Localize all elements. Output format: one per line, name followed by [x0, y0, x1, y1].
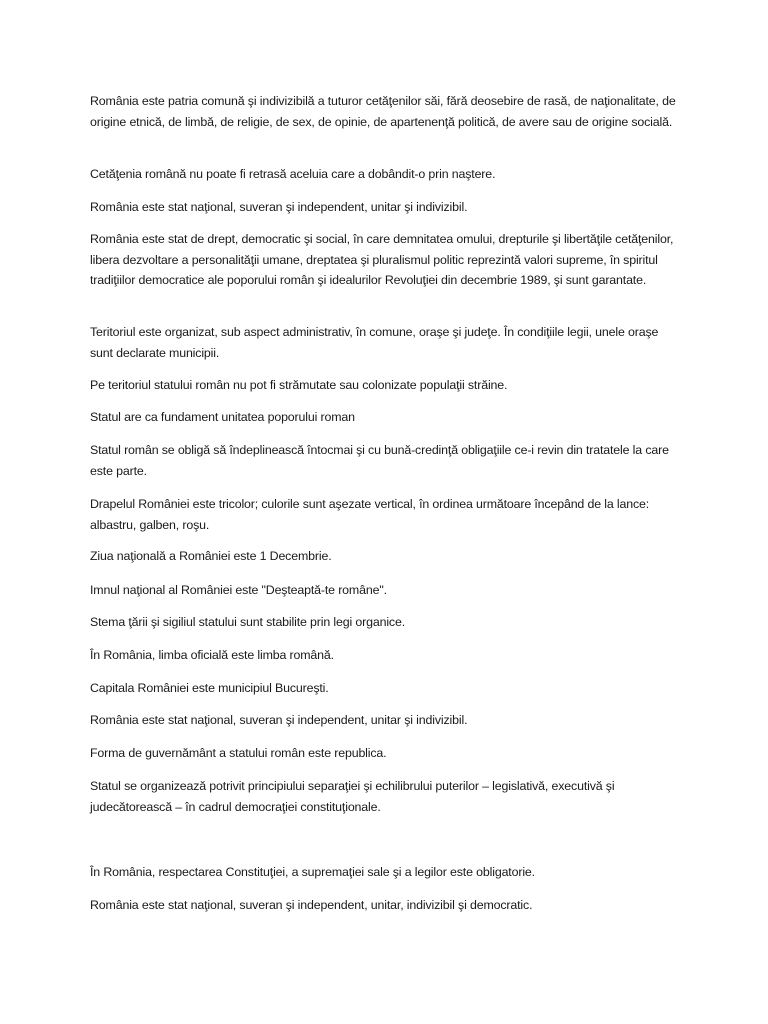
- paragraph-1: România este patria comună şi indivizibilă a tuturor cetăţenilor săi, fără deosebire de rasă, de naţionalitate, de origine etnică, de limbă, de religie, de sex, de opinie, de apartenenţă politică, de avere sau de origine socială.: [90, 94, 676, 129]
- paragraph-4: România este stat de drept, democratic şi social, în care demnitatea omului, drepturile şi libertăţile cetăţenilor, libera dezvoltare a personalităţii umane, dreptatea şi pluralismul politic reprezintă valori supreme, în spiritul tradiţiilor democratice ale poporului român şi idealurilor Revoluţiei din decembrie 1989, şi sunt garantate.: [90, 232, 674, 287]
- paragraph-19: România este stat naţional, suveran şi independent, unitar, indivizibil şi democratic.: [90, 898, 533, 912]
- paragraph-3: România este stat naţional, suveran şi independent, unitar şi indivizibil.: [90, 200, 468, 214]
- paragraph-15: România este stat naţional, suveran şi independent, unitar şi indivizibil.: [90, 713, 468, 727]
- paragraph-13: În România, limba oficială este limba română.: [90, 648, 334, 662]
- paragraph-16: Forma de guvernământ a statului român este republica.: [90, 746, 387, 760]
- paragraph-14: Capitala României este municipiul Bucureşti.: [90, 681, 329, 695]
- paragraph-10: Ziua naţională a României este 1 Decembrie.: [90, 549, 332, 563]
- paragraph-8: Statul român se obligă să îndeplinească întocmai şi cu bună-credinţă obligaţiile ce-i revin din tratatele la care este parte.: [90, 443, 669, 478]
- paragraph-2: Cetăţenia română nu poate fi retrasă aceluia care a dobândit-o prin naştere.: [90, 167, 496, 181]
- paragraph-7: Statul are ca fundament unitatea poporului roman: [90, 410, 355, 424]
- paragraph-17: Statul se organizează potrivit principiului separaţiei şi echilibrului puterilor – legislativă, executivă şi judecătorească – în cadrul democraţiei constituţionale.: [90, 779, 615, 814]
- paragraph-9: Drapelul României este tricolor; culorile sunt aşezate vertical, în ordinea următoare începând de la lance: albastru, galben, roşu.: [90, 497, 650, 532]
- paragraph-18: În România, respectarea Constituţiei, a supremaţiei sale şi a legilor este obligatorie.: [90, 865, 535, 879]
- paragraph-6: Pe teritoriul statului român nu pot fi strămutate sau colonizate populaţii străine.: [90, 378, 508, 392]
- paragraph-11: Imnul naţional al României este "Deşteaptă-te române".: [90, 583, 387, 597]
- paragraph-5: Teritoriul este organizat, sub aspect administrativ, în comune, oraşe şi judeţe. În condiţiile legii, unele oraşe sunt declarate municipii.: [90, 325, 659, 360]
- paragraph-12: Stema ţării şi sigiliul statului sunt stabilite prin legi organice.: [90, 615, 406, 629]
